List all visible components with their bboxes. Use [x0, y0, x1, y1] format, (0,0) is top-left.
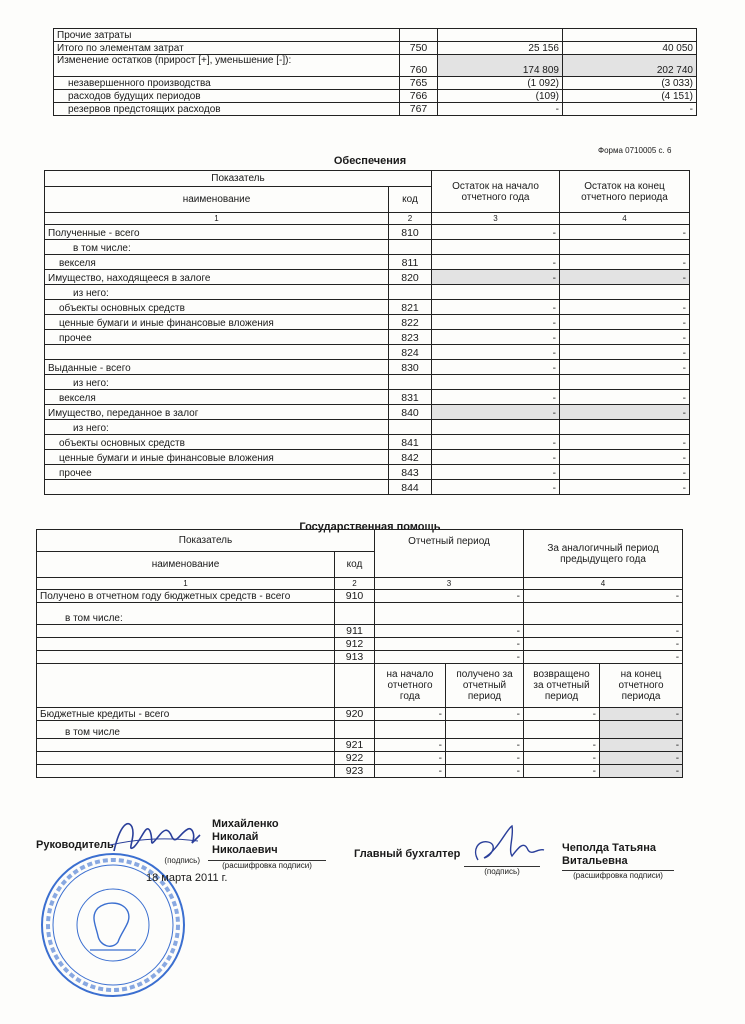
security-h-n4: 4 — [560, 213, 690, 225]
row-name: векселя — [45, 255, 389, 270]
table-row — [45, 285, 690, 300]
row-code: 822 — [389, 315, 432, 330]
head-label: Руководитель — [36, 839, 114, 851]
row-name: незавершенного производства — [54, 77, 400, 90]
row-value-end: - — [560, 330, 690, 345]
row-value-start — [432, 375, 560, 390]
row-name: Получено в отчетном году бюджетных средств - всего — [37, 590, 335, 603]
row-value-end: - — [560, 315, 690, 330]
row-code — [400, 29, 438, 42]
row-value-end — [600, 721, 683, 739]
row-value-start — [375, 721, 446, 739]
row-name — [37, 752, 335, 765]
security-h-indicator: Показатель — [45, 171, 432, 187]
row-value-start — [432, 285, 560, 300]
row-name: в том числе — [37, 721, 335, 739]
row-value-previous: - — [524, 625, 683, 638]
table-row — [45, 270, 690, 285]
row-value-previous: (4 151) — [563, 90, 697, 103]
row-value-start: - — [432, 315, 560, 330]
row-code — [335, 721, 375, 739]
table-row — [45, 330, 690, 345]
row-code: 823 — [389, 330, 432, 345]
row-name: объекты основных средств — [45, 300, 389, 315]
row-value-current: (1 092) — [438, 77, 563, 90]
row-name: Бюджетные кредиты - всего — [37, 708, 335, 721]
chief-sign-caption: (подпись) — [464, 866, 540, 876]
head-name-caption: (расшифровка подписи) — [208, 860, 326, 870]
row-value-start — [432, 240, 560, 255]
row-value-end — [560, 375, 690, 390]
table-row — [45, 375, 690, 390]
row-name: Итого по элементам затрат — [54, 42, 400, 55]
row-value-end: - — [560, 390, 690, 405]
row-name — [37, 739, 335, 752]
gov-h-n1: 1 — [37, 578, 335, 590]
row-name: Полученные - всего — [45, 225, 389, 240]
gov-sub-h1: на начало отчетного года — [375, 664, 446, 708]
row-value-received: - — [446, 708, 524, 721]
row-value-current — [438, 29, 563, 42]
row-value-previous — [563, 29, 697, 42]
row-code: 912 — [335, 638, 375, 651]
gov-sub-blank — [37, 664, 335, 708]
row-code — [389, 420, 432, 435]
row-value-start: - — [432, 330, 560, 345]
row-value-previous: - — [524, 651, 683, 664]
row-value-current: - — [375, 638, 524, 651]
table-row — [37, 721, 683, 739]
row-code: 843 — [389, 465, 432, 480]
row-code: 841 — [389, 435, 432, 450]
row-name — [37, 638, 335, 651]
row-value-end: - — [560, 255, 690, 270]
row-code: 811 — [389, 255, 432, 270]
row-code — [389, 375, 432, 390]
table-row — [54, 77, 697, 90]
row-value-end — [560, 240, 690, 255]
row-name: Выданные - всего — [45, 360, 389, 375]
row-name: объекты основных средств — [45, 435, 389, 450]
row-code: 760 — [400, 55, 438, 77]
gov-sub-h2: получено за отчетный период — [446, 664, 524, 708]
row-value-current: - — [375, 651, 524, 664]
row-name: из него: — [45, 285, 389, 300]
table-row — [45, 450, 690, 465]
table-row — [37, 603, 683, 625]
row-value-received: - — [446, 739, 524, 752]
table-row — [37, 638, 683, 651]
gov-sub-blank-code — [335, 664, 375, 708]
row-code: 920 — [335, 708, 375, 721]
gov-h-n2: 2 — [335, 578, 375, 590]
table-row — [37, 708, 683, 721]
row-value-end: - — [600, 765, 683, 778]
chief-name: Чеполда Татьяна Витальевна — [562, 842, 656, 867]
table-row — [45, 255, 690, 270]
head-sign-caption: (подпись) — [164, 856, 200, 865]
row-value-received — [446, 721, 524, 739]
row-value-current: - — [375, 590, 524, 603]
row-name — [37, 765, 335, 778]
table-row — [45, 480, 690, 495]
row-value-received: - — [446, 752, 524, 765]
row-value-current: 25 156 — [438, 42, 563, 55]
row-code: 913 — [335, 651, 375, 664]
row-code: 767 — [400, 103, 438, 116]
row-value-start: - — [375, 752, 446, 765]
security-h-n2: 2 — [389, 213, 432, 225]
row-code: 923 — [335, 765, 375, 778]
row-value-current: - — [375, 625, 524, 638]
row-code: 831 — [389, 390, 432, 405]
row-code: 844 — [389, 480, 432, 495]
head-name: Михайленко Николай Николаевич — [212, 818, 279, 856]
table-row — [54, 29, 697, 42]
row-value-start: - — [432, 465, 560, 480]
row-value-returned: - — [524, 765, 600, 778]
chief-signature — [468, 820, 548, 870]
row-value-end — [560, 285, 690, 300]
table-row — [37, 739, 683, 752]
gov-title: Государственная помощь — [299, 521, 441, 533]
row-name — [45, 345, 389, 360]
row-value-start: - — [432, 480, 560, 495]
row-name: резервов предстоящих расходов — [54, 103, 400, 116]
table-row — [37, 765, 683, 778]
table-row — [45, 390, 690, 405]
row-value-returned: - — [524, 708, 600, 721]
table-row — [45, 465, 690, 480]
row-value-current: - — [438, 103, 563, 116]
row-value-start: - — [432, 345, 560, 360]
chief-name-caption: (расшифровка подписи) — [562, 870, 674, 880]
security-h-end: Остаток на конец отчетного периода — [560, 171, 690, 213]
chief-label: Главный бухгалтер — [354, 848, 461, 860]
row-value-start: - — [375, 739, 446, 752]
row-value-current: 174 809 — [438, 55, 563, 77]
security-table — [44, 170, 690, 495]
table-row — [54, 90, 697, 103]
row-name: прочее — [45, 330, 389, 345]
row-code: 842 — [389, 450, 432, 465]
row-name: из него: — [45, 375, 389, 390]
row-value-current — [375, 603, 524, 625]
row-name: расходов будущих периодов — [54, 90, 400, 103]
row-value-start: - — [432, 360, 560, 375]
row-value-returned — [524, 721, 600, 739]
row-code: 911 — [335, 625, 375, 638]
row-value-start: - — [432, 450, 560, 465]
row-value-start: - — [432, 270, 560, 285]
row-value-end: - — [560, 345, 690, 360]
row-name: Имущество, находящееся в залоге — [45, 270, 389, 285]
table-row — [37, 625, 683, 638]
row-value-end: - — [560, 300, 690, 315]
row-name: Имущество, переданное в залог — [45, 405, 389, 420]
row-code: 750 — [400, 42, 438, 55]
row-value-start: - — [375, 765, 446, 778]
table-row — [54, 103, 697, 116]
row-value-current: (109) — [438, 90, 563, 103]
row-name — [37, 651, 335, 664]
row-value-previous: (3 033) — [563, 77, 697, 90]
row-value-start: - — [432, 300, 560, 315]
row-code: 765 — [400, 77, 438, 90]
cost-table — [53, 28, 697, 116]
table-row — [37, 590, 683, 603]
row-value-end: - — [560, 465, 690, 480]
table-row — [45, 240, 690, 255]
row-name: ценные бумаги и иные финансовые вложения — [45, 450, 389, 465]
row-code: 840 — [389, 405, 432, 420]
row-value-start: - — [432, 255, 560, 270]
row-code: 830 — [389, 360, 432, 375]
row-value-previous: 40 050 — [563, 42, 697, 55]
row-value-start: - — [432, 225, 560, 240]
row-code: 910 — [335, 590, 375, 603]
row-value-start: - — [432, 405, 560, 420]
table-row — [45, 345, 690, 360]
table-row — [45, 420, 690, 435]
row-name — [37, 625, 335, 638]
table-row — [37, 752, 683, 765]
row-code — [389, 240, 432, 255]
row-name: векселя — [45, 390, 389, 405]
row-code: 921 — [335, 739, 375, 752]
row-code — [335, 603, 375, 625]
row-value-end: - — [560, 270, 690, 285]
gov-h-n3: 3 — [375, 578, 524, 590]
row-value-previous: 202 740 — [563, 55, 697, 77]
row-value-start — [432, 420, 560, 435]
row-value-end: - — [560, 450, 690, 465]
security-h-name: наименование — [45, 187, 389, 213]
row-value-start: - — [432, 435, 560, 450]
gov-h-indicator: Показатель — [37, 530, 375, 552]
row-value-previous: - — [524, 590, 683, 603]
row-code: 922 — [335, 752, 375, 765]
gov-h-n4: 4 — [524, 578, 683, 590]
security-h-code: код — [389, 187, 432, 213]
row-value-previous: - — [563, 103, 697, 116]
row-name — [45, 480, 389, 495]
row-value-end: - — [560, 480, 690, 495]
row-value-previous — [524, 603, 683, 625]
row-name: из него: — [45, 420, 389, 435]
row-value-end: - — [600, 739, 683, 752]
row-value-returned: - — [524, 752, 600, 765]
gov-h-prev: За аналогичный период предыдущего года — [524, 530, 683, 578]
sign-date: 18 марта 2011 г. — [146, 872, 228, 884]
row-value-start: - — [432, 390, 560, 405]
row-name: ценные бумаги и иные финансовые вложения — [45, 315, 389, 330]
form-code: Форма 0710005 с. 6 — [598, 146, 672, 155]
security-title: Обеспечения — [333, 155, 407, 167]
row-code: 810 — [389, 225, 432, 240]
table-row — [37, 651, 683, 664]
table-row — [45, 315, 690, 330]
row-value-previous: - — [524, 638, 683, 651]
row-name: Прочие затраты — [54, 29, 400, 42]
row-value-end: - — [600, 708, 683, 721]
gov-h-code: код — [335, 552, 375, 578]
gov-table — [36, 529, 683, 778]
table-row — [45, 300, 690, 315]
security-h-n1: 1 — [45, 213, 389, 225]
row-name: прочее — [45, 465, 389, 480]
gov-sub-h4: на конец отчетного периода — [600, 664, 683, 708]
row-value-end: - — [560, 435, 690, 450]
row-value-received: - — [446, 765, 524, 778]
row-code: 766 — [400, 90, 438, 103]
row-name: Изменение остатков (прирост [+], уменьшение [-]): — [54, 55, 400, 77]
row-name: в том числе: — [37, 603, 335, 625]
security-h-start: Остаток на начало отчетного года — [432, 171, 560, 213]
security-h-n3: 3 — [432, 213, 560, 225]
row-value-start: - — [375, 708, 446, 721]
table-row — [54, 55, 697, 77]
row-code — [389, 285, 432, 300]
row-value-returned: - — [524, 739, 600, 752]
gov-sub-h3: возвращено за отчетный период — [524, 664, 600, 708]
row-code: 821 — [389, 300, 432, 315]
table-row — [54, 42, 697, 55]
row-code: 824 — [389, 345, 432, 360]
row-value-end — [560, 420, 690, 435]
table-row — [45, 360, 690, 375]
table-row — [45, 435, 690, 450]
row-value-end: - — [560, 405, 690, 420]
row-value-end: - — [560, 360, 690, 375]
row-value-end: - — [600, 752, 683, 765]
table-row — [45, 225, 690, 240]
table-row — [45, 405, 690, 420]
row-value-end: - — [560, 225, 690, 240]
row-code: 820 — [389, 270, 432, 285]
gov-h-current: Отчетный период — [375, 530, 524, 578]
gov-h-name: наименование — [37, 552, 335, 578]
row-name: в том числе: — [45, 240, 389, 255]
